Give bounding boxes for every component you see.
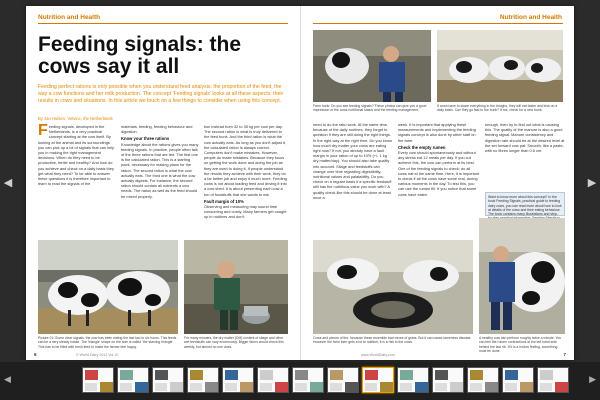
column-heading: Fault margin of 10% <box>204 198 244 204</box>
page-number: 6 <box>34 352 37 357</box>
right-page[interactable] <box>300 6 574 360</box>
info-box: Want to know more about this concept? In the book Feeding Signals, practical guide to feeding dairy cows, you can read more about how to look at details of the cows and their eating behaviour. The book contains many illustrations and step- <box>485 192 565 216</box>
thumbnail-text-block <box>120 383 132 391</box>
thumbnail-image-block <box>505 370 518 380</box>
column-text: need to do the ratio work. At the same time, because of the daily routines, they forget to question if they are still doing the right things. In the right way at the right time. Do you know how much dry matter your cows are eating right now? If not, you already have a fault margin in your ration of up to 10% (+/- 1 kg dry matter/day). You should also take quality into account. Silage and feedstuffs can change over time regarding digestibility, nutritional values and palatability. Do you check on a regular basis if a specific feedstuff still has the nutritious value you work with? A quality check like this should be done at least once a <box>313 122 392 200</box>
page-thumbnail[interactable] <box>467 367 499 393</box>
thumbnail-image-block <box>520 382 533 392</box>
thumbnail-text-block <box>540 383 552 391</box>
thumbnails-next-icon[interactable]: ▶ <box>589 374 596 384</box>
section-divider <box>313 23 563 24</box>
page-thumbnail[interactable] <box>82 367 114 393</box>
thumbnail-text-block <box>85 383 97 391</box>
thumbnail-image-block <box>155 370 168 380</box>
thumbnail-strip <box>0 362 600 400</box>
thumbnail-image-block <box>260 370 273 380</box>
page-thumbnail[interactable] <box>537 367 569 393</box>
text-column-2 <box>121 124 199 236</box>
thumbnail-text-block <box>435 383 447 391</box>
text-column-2 <box>398 122 480 238</box>
page-thumbnail[interactable] <box>397 367 429 393</box>
page-thumbnail[interactable] <box>187 367 219 393</box>
column-text: Observing and measuring may sound time consuming and costly. Many farmers get caught up in routines and don't <box>204 204 287 220</box>
page-thumbnail[interactable] <box>362 367 394 393</box>
photo-caption: Farm bunk: Do you see feeding signals? These photos can give you a good impression of the cows nutritional status and the feeding management. <box>313 104 427 113</box>
thumbnail-image-block <box>435 370 448 380</box>
text-column-1 <box>38 124 116 236</box>
thumbnail-text-block <box>365 383 377 391</box>
photo-caption: For many minutes, the dry matter (DM) content of silage and other wet feedstuffs can vary enormously. Bigger farms would check this weekly, but almost no one does. <box>184 336 284 349</box>
page-thumbnail[interactable] <box>257 367 289 393</box>
cows-tire-photo <box>313 240 473 334</box>
next-page-arrow-icon[interactable]: ▶ <box>587 177 597 189</box>
thumbnail-image-block <box>450 382 463 392</box>
thumbnail-image-block <box>345 382 358 392</box>
thumbnail-text-block <box>190 383 202 391</box>
thumbnail-image-block <box>555 382 568 392</box>
thumbnail-image-block <box>120 370 133 380</box>
farmer-cow-photo <box>313 30 431 102</box>
thumbnail-text-block <box>400 383 412 391</box>
thumbnail-image-block <box>470 370 483 380</box>
left-page[interactable] <box>26 6 300 360</box>
article-intro: Feeding perfect rations is only possible when you understand feed analysis, the proportion of the feed, the way a cow functions and her milk production. The concept 'Feeding signals' looks at all these aspects: their results in cows and situations. In this article we touch on a few things to consider when using this concept. <box>38 84 284 104</box>
page-thumbnail[interactable] <box>292 367 324 393</box>
thumbnail-image-block <box>400 370 413 380</box>
thumbnail-image-block <box>295 370 308 380</box>
page-thumbnail[interactable] <box>502 367 534 393</box>
column-text: Knowledge about the rations gives you many feeding signals. In practice, people often talk of the three rations that are fed. The first one is the calculated ration. This is a starting point, necessary for making plans for the ration. The second ration is what the cow actually eats. The third one is what the cow actually digests. For instance, the second ration should contain all nutrients a cow needs. The ration as well as the feed should be mixed properly. <box>121 141 199 199</box>
page-thumbnail[interactable] <box>327 367 359 393</box>
thumbnail-image-block <box>330 370 343 380</box>
text-column-3 <box>485 122 565 190</box>
page-footer: www.WorldDairy.com <box>361 353 395 357</box>
text-column-3 <box>204 124 288 236</box>
thumbnail-image-block <box>275 382 288 392</box>
thumbnail-image-block <box>85 370 98 380</box>
thumbnail-text-block <box>295 383 307 391</box>
thumbnail-text-block <box>155 383 167 391</box>
section-label: Nutrition and Health <box>499 14 562 21</box>
page-thumbnail[interactable] <box>152 367 184 393</box>
barn-cows-photo <box>437 30 563 102</box>
thumbnail-image-block <box>225 370 238 380</box>
drop-cap: F <box>38 124 48 139</box>
page-spread <box>26 6 574 360</box>
thumbnail-image-block <box>415 382 428 392</box>
thumbnail-text-block <box>505 383 517 391</box>
thumbnail-image-block <box>485 382 498 392</box>
farmer-sampling-photo <box>184 240 288 334</box>
thumbnail-image-block <box>190 370 203 380</box>
thumbnail-text-block <box>330 383 342 391</box>
previous-page-arrow-icon[interactable]: ◀ <box>3 177 13 189</box>
column-text: enough, then try to find out what is causing this. The quality of the manure is also a good feeding signal. Manure consistency and digestion rate should be at the desired level at the set forward cow pat. Smooth, like a paste, with no fibres longer than 0.5 cm. <box>485 122 565 154</box>
thumbnail-image-block <box>240 382 253 392</box>
cows-barn-photo <box>38 240 178 334</box>
column-text: tion instead from 32 to 35 kg per cow per day. The second ration is what is truly delivered to the feed bunk. And the third ration is what the cow actually eats. As long as you don't adjust it, the calculated ration is always correct. Computers don't make mistakes. However, people do make mistakes. Because they focus on getting the work done and doing the job as they are used to doing it. If people understand the results they achieve with their work, they do a far better job and enjoy it much more. Feeding cows is not about loading feed and driving it into a cow shed. It is about presenting each cow a ton of foodstuffs that she wants to eat. <box>204 124 287 197</box>
section-label: Nutrition and Health <box>38 14 101 21</box>
thumbnail-image-block <box>365 370 378 380</box>
thumbnails-prev-icon[interactable]: ◀ <box>4 374 11 384</box>
thumbnail-image-block <box>380 382 393 392</box>
column-text: eeding signals, developed in the Netherlands, is a very practical concept starting at the cow itself. By looking at the animal and its surroundings you can pick up a lot of signals that can help you in making the right management decisions. When do they need to be productive, fertile and healthy? And how do you achieve and check on a daily basis they get what they need? To be able to answer these questions it is therefore important to learn to read the signals of the <box>38 124 115 187</box>
page-thumbnail[interactable] <box>222 367 254 393</box>
article-byline: By Jan Hulsen, Vetvice, the Netherlands <box>38 116 113 121</box>
column-text: Every cow should spontaneously and without any stress eat 12 meals per day. If you cut achieve this, the cow can perform at its best. One of the feeding signals to check: do all cows eat at the same time. Here, it is important to check if all the cows have some real, during various moments in the day. To test this, you can use the rumen fill. If you notice that some cows have eaten <box>398 150 480 197</box>
photo-caption: If cows have to share everything in the troughs, they will eat faster and less on a daily basis. Can they go fast to the bunk? If not, check for a new bunk. <box>437 104 558 113</box>
page-thumbnail[interactable] <box>432 367 464 393</box>
photo-caption: Cows and pieces of tire, because these resemble bad mixes of grass. But it can cause lameness disease. However the farm then gets a lot to rubbish; it is a risk to the cows. <box>313 336 472 345</box>
photo-caption: A healthy cow can perform roughly twice a minute. You can feel the rumen contractions at the left hand side behind the last rib. If it is a hollow feeling, something must be done. <box>479 336 562 354</box>
thumbnail-image-block <box>310 382 323 392</box>
page-number: 7 <box>563 352 566 357</box>
column-text: materials, feeding, feeding behaviour and digestion. <box>121 124 193 135</box>
thumbnail-text-block <box>260 383 272 391</box>
section-divider <box>38 23 288 24</box>
thumbnail-image-block <box>100 382 113 392</box>
thumbnail-image-block <box>170 382 183 392</box>
photo-caption: Picture 01: Some clear signals: the cow has been eating the last two to six hours. This feeds can be a very steady intake. The 'triangle' shape on the side is called 'the starving triangle'. This has to be filled with fresh feed to make the farmer feel happy. <box>38 336 177 349</box>
column-heading: Check the empty rumen <box>398 144 446 150</box>
page-thumbnail[interactable] <box>117 367 149 393</box>
thumbnail-text-block <box>470 383 482 391</box>
thumbnail-image-block <box>135 382 148 392</box>
thumbnail-image-block <box>540 370 553 380</box>
rumen-check-photo <box>479 218 565 334</box>
column-text: week. It is important that applying these measurements and implementing the feeding signals concept is also done by other staff on the farm. <box>398 122 476 143</box>
text-column-1 <box>313 122 393 238</box>
column-heading: Know your three rations <box>121 136 170 142</box>
thumbnail-image-block <box>205 382 218 392</box>
page-footer: © World Dairy 2012 Vol 10 <box>76 353 119 357</box>
article-headline: Feeding signals: the cows say it all <box>38 33 242 78</box>
thumbnail-text-block <box>225 383 237 391</box>
